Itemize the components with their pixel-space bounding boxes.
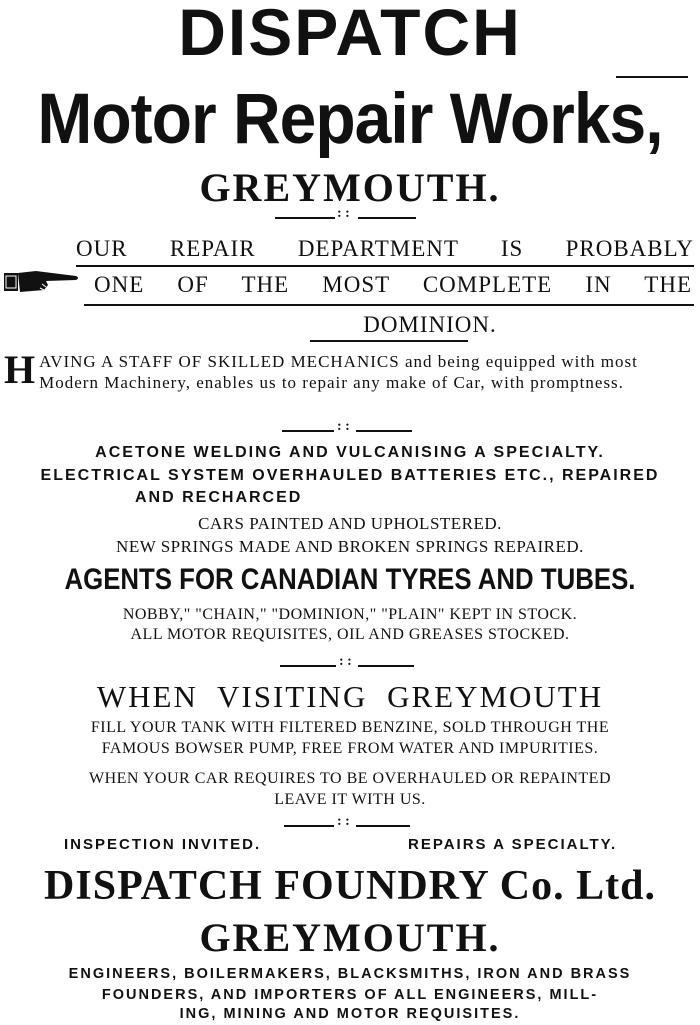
staff-text: AVING A STAFF OF SKILLED MECHANICS and being equipped with most Modern Machinery, enables us to repair any make of Car, with promptness. (39, 352, 638, 392)
masthead-town: GREYMOUTH. (199, 165, 501, 210)
tyre-brands-line: NOBBY," "CHAIN," "DOMINION," "PLAIN" KEPT IN STOCK. (122, 606, 578, 623)
springs-line: NEW SPRINGS MADE AND BROKEN SPRINGS REPAIRED. (116, 537, 584, 556)
decorative-rule (616, 76, 688, 78)
leave-line: LEAVE IT WITH US. (274, 791, 426, 808)
agents-heading: AGENTS FOR CANADIAN TYRES AND TUBES. (64, 563, 636, 596)
ornament-divider: : : (0, 211, 700, 225)
foundry-name: DISPATCH FOUNDRY Co. Ltd. (44, 863, 656, 909)
staff-paragraph (4, 347, 698, 394)
drop-cap: H (4, 347, 36, 392)
visiting-heading: WHEN VISITING GREYMOUTH (96, 679, 604, 714)
ornament-divider: : : (0, 819, 700, 833)
ornament-divider: : : (0, 659, 700, 673)
foundry-town: GREYMOUTH. (199, 915, 501, 960)
masthead-subtitle: Motor Repair Works, (37, 78, 663, 158)
trades-line-3: ING, MINING AND MOTOR REQUISITES. (179, 1006, 521, 1022)
trades-line-1: ENGINEERS, BOILERMAKERS, BLACKSMITHS, IRON AND BRASS (68, 966, 632, 982)
benzine-line: FILL YOUR TANK WITH FILTERED BENZINE, SOLD THROUGH THE (90, 719, 610, 736)
welding-line: ACETONE WELDING AND VULCANISING A SPECIALTY. (95, 444, 605, 461)
department-line-1: OUR REPAIR DEPARTMENT IS PROBABLY (76, 236, 694, 261)
ornament-divider: : : (0, 424, 700, 438)
department-underline (84, 304, 694, 306)
department-line-3: DOMINION. (363, 312, 497, 337)
recharged-line: AND RECHARCED (135, 489, 303, 506)
painted-line: CARS PAINTED AND UPHOLSTERED. (198, 514, 502, 533)
department-line-2: ONE OF THE MOST COMPLETE IN THE (94, 272, 692, 297)
requisites-line: ALL MOTOR REQUISITES, OIL AND GREASES STOCKED. (130, 626, 570, 643)
pointing-hand-icon (2, 267, 80, 297)
bowser-line: FAMOUS BOWSER PUMP, FREE FROM WATER AND IMPURITIES. (101, 740, 599, 757)
department-underline (310, 340, 468, 342)
inspection-text: INSPECTION INVITED. (64, 836, 262, 853)
department-underline (76, 265, 694, 267)
masthead-title: DISPATCH (178, 0, 522, 69)
repairs-text: REPAIRS A SPECIALTY. (408, 836, 618, 853)
trades-line-2: FOUNDERS, AND IMPORTERS OF ALL ENGINEERS, MILL- (101, 987, 599, 1003)
electrical-line: ELECTRICAL SYSTEM OVERHAULED BATTERIES ETC., REPAIRED (40, 467, 660, 484)
overhaul-line: WHEN YOUR CAR REQUIRES TO BE OVERHAULED OR REPAINTED (88, 770, 611, 787)
